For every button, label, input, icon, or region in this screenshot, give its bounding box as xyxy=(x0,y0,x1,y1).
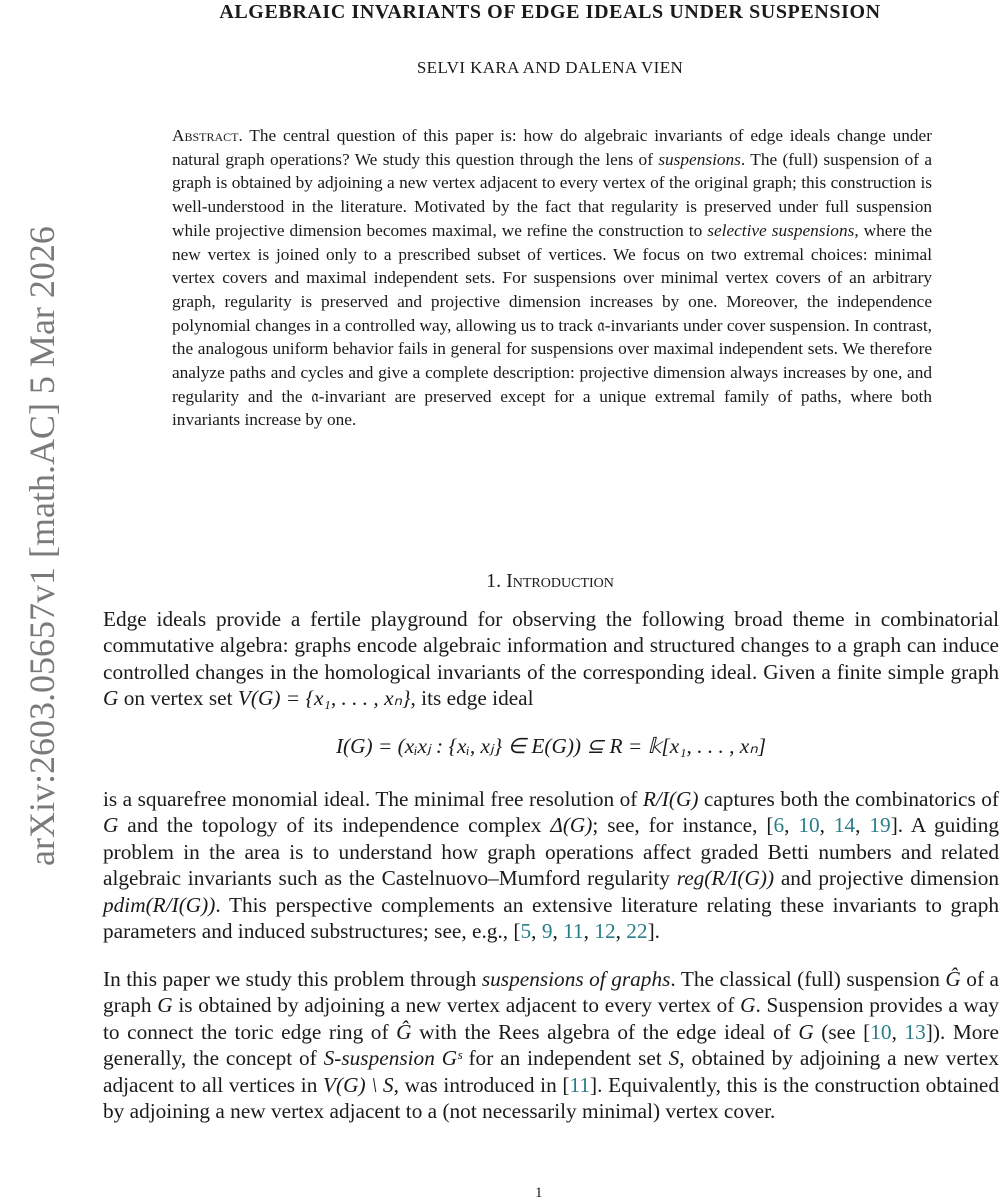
citation-link[interactable]: 22 xyxy=(626,919,648,944)
abstract-label: Abstract xyxy=(172,126,239,145)
abstract: Abstract. The central question of this paper is: how do algebraic invariants of edge ideals change under natural graph operations? We study this question through the lens of suspensions. The (full) suspension of a graph is obtained by adjoining a new vertex adjacent to every vertex of the original graph; this construction is well-understood in the literature. Motivated by the fact that regularity is preserved under full suspension while projective dimension becomes maximal, we refine the construction to selective suspensions, where the new vertex is joined only to a prescribed subset of vertices. We focus on two extremal choices: minimal vertex covers and maximal independent sets. For suspensions over minimal vertex covers of an arbitrary graph, regularity is preserved and projective dimension increases by one. Moreover, the independence polynomial changes in a controlled way, allowing us to track 𝔞-invariants under cover suspension. In contrast, the analogous uniform behavior fails in general for suspensions over maximal independent sets. We therefore analyze paths and cycles and give a complete description: projective dimension always increases by one, and regularity and the 𝔞-invariant are preserved except for a unique extremal family of paths, where both invariants increase by one. xyxy=(172,126,932,430)
citation-link[interactable]: 11 xyxy=(563,919,584,944)
citation-link[interactable]: 11 xyxy=(569,1072,591,1097)
intro-paragraph-3: In this paper we study this problem through suspensions of graphs. The classical (full) suspension Ĝ of a graph G is obtained by adjoining a new vertex adjacent to every vertex of G. Suspension provides a way to connect the toric edge ring of Ĝ with the Rees algebra of the edge ideal of G (see [10, 13]). More generally, the concept of S-suspension Gˢ for an independent set S, obtained by adjoining a new vertex adjacent to all vertices in V(G) \ S, was introduced in [11]. Equivalently, this is the construction obtained by adjoining a new vertex adjacent to a (not necessarily minimal) vertex cover. xyxy=(103,967,999,1124)
citation-link[interactable]: 10 xyxy=(798,813,820,838)
intro-paragraph-2: is a squarefree monomial ideal. The minimal free resolution of R/I(G) captures both the combinatorics of G and the topology of its independence complex Δ(G); see, for instance, [6, 10, 14, 19]. A guiding problem in the area is to understand how graph operations affect graded Betti numbers and related algebraic invariants such as the Castelnuovo–Mumford regularity reg(R/I(G)) and projective dimension pdim(R/I(G)). This perspective complements an extensive literature relating these invariants to graph parameters and induced substructures; see, e.g., [5, 9, 11, 12, 22]. xyxy=(103,787,999,944)
citation-link[interactable]: 19 xyxy=(869,813,891,838)
citation-link[interactable]: 10 xyxy=(870,1019,892,1044)
arxiv-identifier: arXiv:2603.05657v1 [math.AC] 5 Mar 2026 xyxy=(22,226,62,866)
intro-paragraph-1: Edge ideals provide a fertile playground for observing the following broad theme in combinatorial commutative algebra: graphs encode algebraic information and structured changes to a graph can induce controlled changes in the homological invariants of the corresponding ideal. Given a finite simple graph G on vertex set V(G) = {x₁, . . . , xₙ}, its edge ideal xyxy=(103,607,999,711)
section-heading xyxy=(110,570,990,593)
citation-link[interactable]: 12 xyxy=(594,919,616,944)
citation-link[interactable]: 5 xyxy=(520,919,532,944)
citation-link[interactable]: 6 xyxy=(773,813,785,838)
paper-authors: SELVI KARA AND DALENA VIEN xyxy=(416,58,684,77)
section-number: 1. xyxy=(486,570,507,592)
edge-ideal-equation: I(G) = (xᵢxⱼ : {xᵢ, xⱼ} ∈ E(G)) ⊆ R = 𝕜[x₁, . . . , xₙ] xyxy=(335,734,767,758)
citation-link[interactable]: 14 xyxy=(833,813,856,838)
citation-link[interactable]: 9 xyxy=(541,919,553,944)
citation-link[interactable]: 13 xyxy=(904,1019,926,1044)
paper-title: ALGEBRAIC INVARIANTS OF EDGE IDEALS UNDER SUSPENSION xyxy=(219,1,881,23)
page-number: 1 xyxy=(535,1185,543,1201)
section-title: Introduction xyxy=(506,570,614,592)
